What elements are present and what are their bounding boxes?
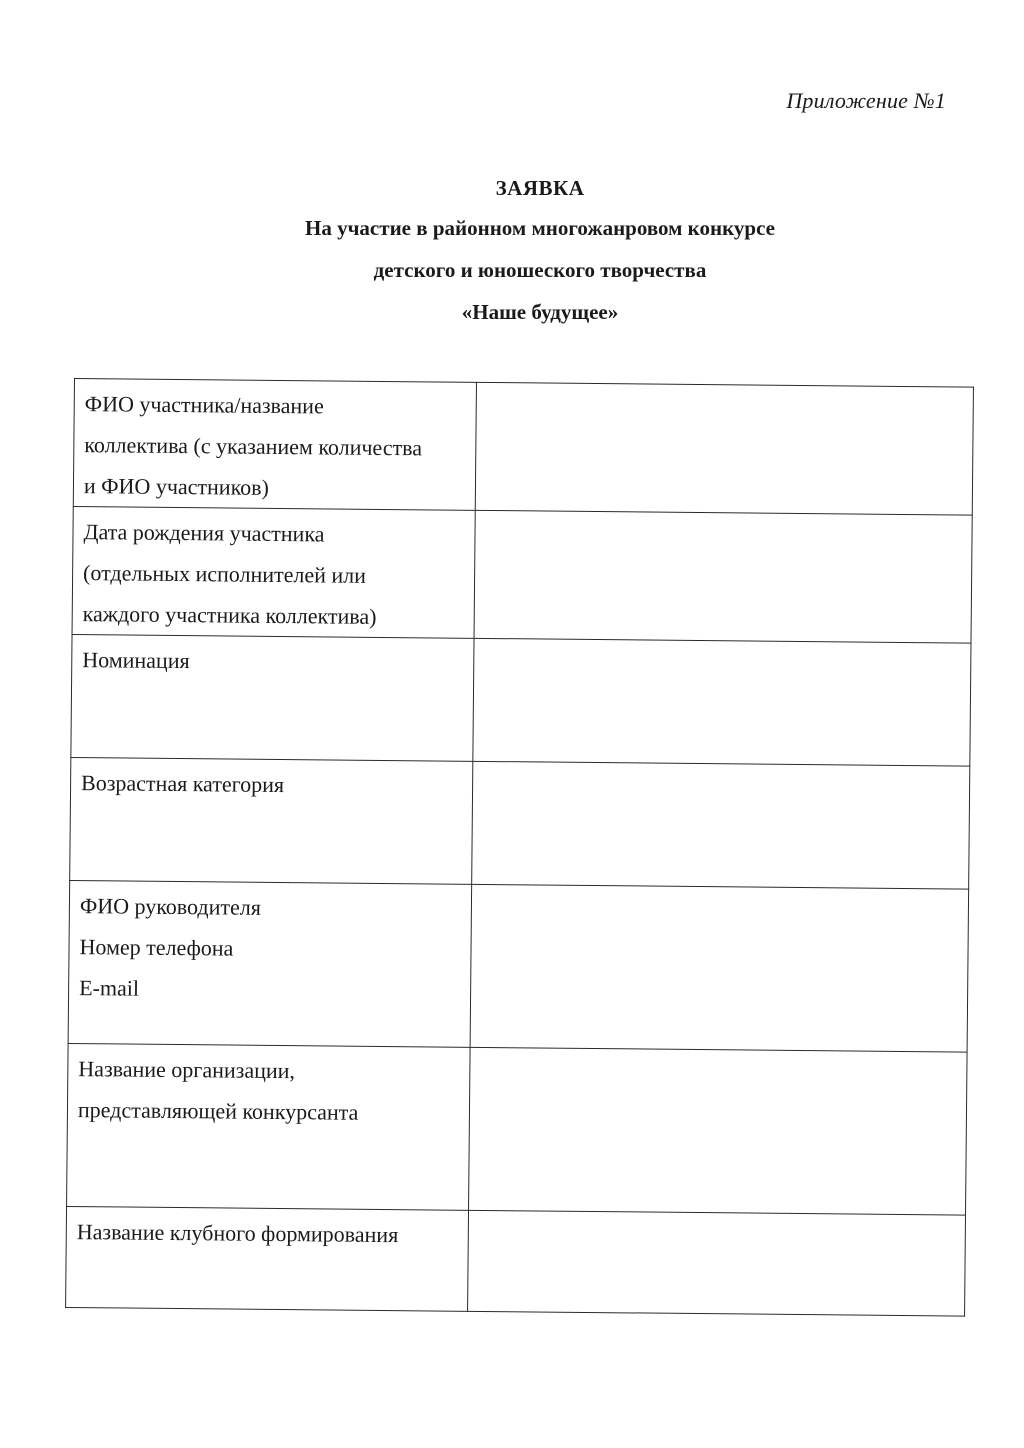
document-title: ЗАЯВКА xyxy=(495,176,585,200)
document-subtitle-line-3: «Наше будущее» xyxy=(461,300,619,324)
document-subtitle-line-1: На участие в районном многожанровом конкурсе xyxy=(305,216,775,240)
table-row xyxy=(67,1043,968,1215)
label-line: коллектива (с указанием количества xyxy=(84,432,423,461)
table-row xyxy=(72,506,972,643)
field-label-organization xyxy=(67,1043,470,1210)
field-value-nomination[interactable] xyxy=(473,638,971,766)
field-value-organization[interactable] xyxy=(468,1047,967,1215)
field-value-supervisor-contacts[interactable] xyxy=(470,884,969,1052)
field-value-participant-name[interactable] xyxy=(475,382,973,515)
label-line: представляющей конкурсанта xyxy=(77,1097,359,1125)
label-line: каждого участника коллектива) xyxy=(82,601,377,629)
field-value-age-category[interactable] xyxy=(472,761,970,889)
label-line: Название клубного формирования xyxy=(76,1219,399,1248)
label-line: Номинация xyxy=(82,647,190,674)
label-line: и ФИО участников) xyxy=(83,473,270,500)
document-subtitle-line-2: детского и юношеского творчества xyxy=(373,258,707,282)
appendix-label: Приложение №1 xyxy=(786,88,946,113)
field-value-club-formation[interactable] xyxy=(467,1210,965,1316)
label-line: ФИО руководителя xyxy=(79,893,262,920)
label-line: Название организации, xyxy=(78,1056,296,1084)
label-line: Возрастная категория xyxy=(80,770,285,798)
table-row xyxy=(66,1206,966,1316)
field-label-club-formation xyxy=(66,1206,469,1311)
table-row xyxy=(68,880,969,1052)
field-value-birth-date[interactable] xyxy=(474,510,972,643)
label-line: Дата рождения участника xyxy=(83,519,325,547)
field-label-birth-date xyxy=(72,506,475,638)
table-row xyxy=(73,379,973,516)
application-form-table xyxy=(65,378,974,1317)
field-label-participant-name xyxy=(73,379,476,511)
field-label-age-category xyxy=(70,757,473,884)
field-label-nomination xyxy=(71,634,474,761)
label-line: ФИО участника/название xyxy=(84,391,324,419)
label-line: Номер телефона xyxy=(79,934,234,961)
table-row xyxy=(71,634,971,766)
label-line: (отдельных исполнителей или xyxy=(83,560,367,588)
label-line: E-mail xyxy=(79,975,140,1001)
field-label-supervisor-contacts xyxy=(68,880,471,1047)
table-row xyxy=(70,757,970,889)
